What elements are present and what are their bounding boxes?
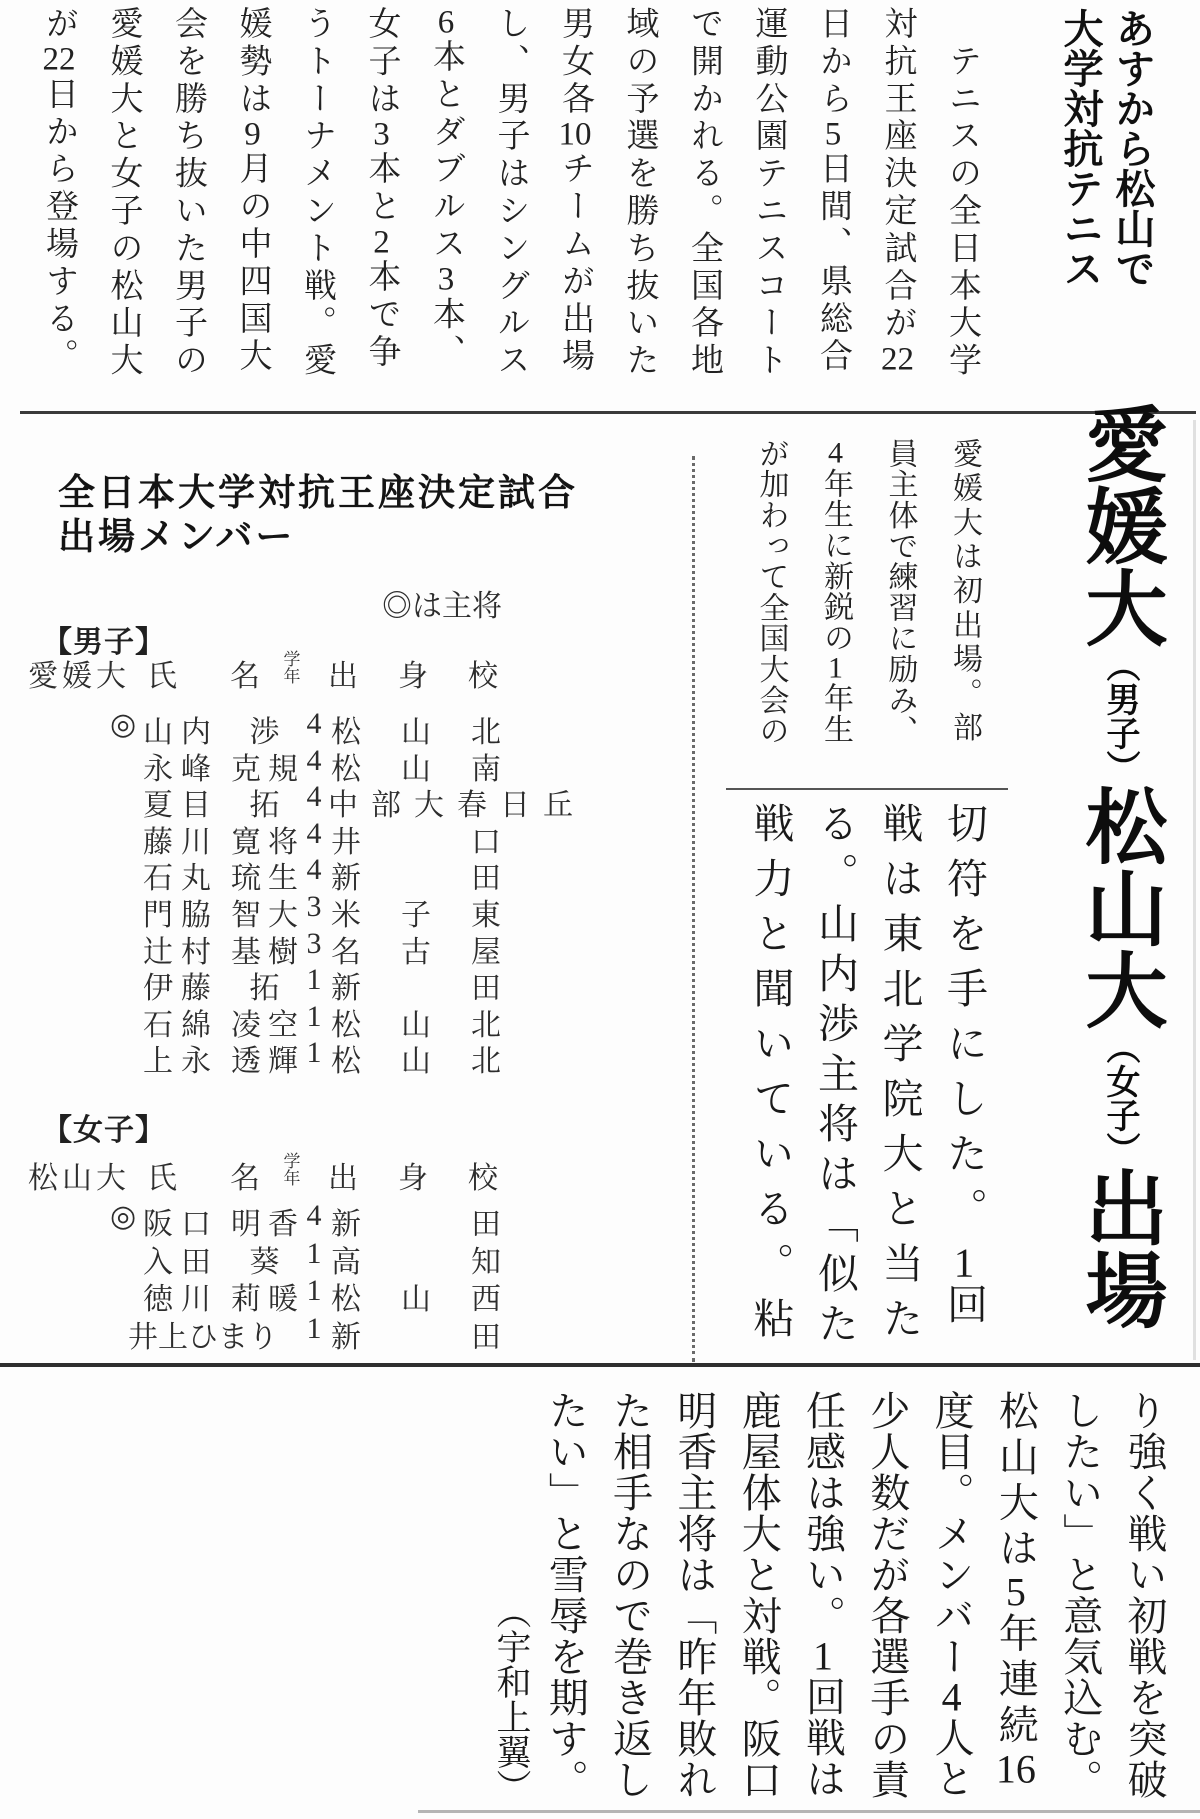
lead-column: し、男子はシングルス bbox=[492, 6, 529, 380]
school-char: 田 bbox=[471, 972, 501, 1006]
header-school-3: 校 bbox=[468, 1162, 498, 1195]
roster-row bbox=[22, 853, 694, 896]
school-char: 新 bbox=[331, 862, 361, 896]
roster-title bbox=[58, 471, 578, 559]
lead-column: テニスの全日本大学 bbox=[944, 6, 980, 380]
school-char: 山 bbox=[401, 1283, 431, 1316]
player-given-name: 基樹 bbox=[231, 935, 305, 969]
school-char: 米 bbox=[331, 899, 361, 932]
main-section-divider bbox=[0, 1363, 1200, 1367]
school-char: 屋 bbox=[471, 935, 501, 969]
school-char: 古 bbox=[401, 935, 431, 969]
school-char: 松 bbox=[331, 1283, 361, 1316]
player-surname: 入田 bbox=[143, 1245, 219, 1279]
player-given-name: 拓 bbox=[249, 789, 287, 823]
player-surname: 門脇 bbox=[143, 899, 219, 932]
header-team: 愛媛大 bbox=[28, 660, 130, 693]
roster-row bbox=[22, 926, 694, 969]
lead-column: が22日から登場する。 bbox=[41, 6, 77, 376]
roster-row bbox=[22, 963, 694, 1006]
lead-column: 対抗王座決定試合が22 bbox=[879, 6, 916, 376]
captain-mark: ◎ bbox=[110, 1200, 137, 1233]
player-grade: 3 bbox=[306, 926, 322, 960]
school-char: 山 bbox=[401, 1008, 431, 1042]
player-grade: 1 bbox=[306, 999, 322, 1033]
lead-column: 男女各10チームが出場 bbox=[557, 6, 593, 376]
roster-row bbox=[22, 999, 694, 1042]
roster-row bbox=[22, 780, 694, 823]
body-column: 戦力と聞いている。粘 bbox=[747, 802, 794, 1352]
player-grade: 3 bbox=[306, 890, 322, 923]
bottom-column: たい」と雪辱を期す。 bbox=[543, 1390, 589, 1800]
bottom-column: 任感は強い。1回戦は bbox=[800, 1390, 846, 1799]
lead-column: で開かれる。全国各地 bbox=[686, 6, 722, 380]
player-given-name: 拓 bbox=[249, 972, 287, 1006]
header-surname: 氏 bbox=[147, 1162, 177, 1195]
player-surname: 夏目 bbox=[143, 789, 219, 823]
lead-column: 運動公園テニスコート bbox=[750, 6, 787, 380]
reporter-signature: （宇和上翼） bbox=[492, 1594, 531, 1804]
main-headline bbox=[1014, 402, 1198, 1336]
kicker-line: あすから松山で bbox=[1110, 8, 1154, 288]
player-grade: 1 bbox=[306, 1236, 322, 1270]
header-given: 名 bbox=[230, 1162, 260, 1195]
roster-row bbox=[22, 1311, 694, 1354]
roster-title-line2: 出場メンバー bbox=[58, 516, 296, 557]
women-section-label: 【女子】 bbox=[42, 1114, 166, 1147]
player-given-name: 渉 bbox=[249, 716, 287, 749]
body-column: 愛媛大は初出場。部 bbox=[948, 438, 981, 746]
bottom-column: り強く戦い初戦を突破 bbox=[1122, 1390, 1167, 1800]
roster-row bbox=[22, 1236, 694, 1279]
school-char: 北 bbox=[471, 1045, 501, 1079]
bottom-column: 明香主将は「昨年敗れ bbox=[671, 1390, 717, 1800]
body-column: が加わって全国大会の bbox=[754, 438, 788, 746]
player-grade: 4 bbox=[306, 816, 322, 850]
bottom-column: 松山大は5年連続16 bbox=[993, 1390, 1039, 1790]
article-body-lower bbox=[738, 802, 996, 1362]
school-char: 南 bbox=[471, 752, 501, 786]
roster-row bbox=[22, 1274, 694, 1316]
captain-mark: ◎ bbox=[110, 708, 137, 741]
headline-men-label: （男子） bbox=[1101, 648, 1138, 784]
player-grade: 4 bbox=[306, 707, 322, 740]
header-school-2: 身 bbox=[398, 660, 428, 693]
body-column: 4年生に新鋭の1年生 bbox=[819, 438, 852, 745]
school-char: 高 bbox=[331, 1245, 361, 1279]
bottom-column: 少人数だが各選手の責 bbox=[864, 1390, 910, 1800]
player-grade: 1 bbox=[306, 1274, 322, 1307]
player-surname: 石綿 bbox=[143, 1008, 219, 1042]
player-grade: 1 bbox=[306, 963, 322, 997]
player-given-name: 莉暖 bbox=[231, 1283, 305, 1316]
headline-team-men: 愛媛大 bbox=[1074, 402, 1165, 648]
kicker-headline bbox=[1028, 8, 1158, 294]
player-grade: 4 bbox=[306, 853, 322, 887]
player-surname: 藤川 bbox=[143, 825, 219, 859]
header-school-1: 出 bbox=[328, 1162, 358, 1195]
lead-column: 6本とダブルス3本、 bbox=[428, 6, 464, 372]
school-char: 新 bbox=[331, 1320, 361, 1354]
player-surname: 阪口 bbox=[143, 1208, 219, 1241]
player-given-name: 寛将 bbox=[231, 825, 305, 859]
player-given-name: 葵 bbox=[249, 1245, 287, 1279]
headline-appearance: 出場 bbox=[1074, 1166, 1165, 1330]
body-column: 切符を手にした。1回 bbox=[941, 802, 987, 1338]
headline-women-label: （女子） bbox=[1101, 1030, 1138, 1166]
player-given-name: 克規 bbox=[231, 752, 305, 786]
bottom-column: 度目。メンバー4人と bbox=[929, 1390, 975, 1799]
lead-column: 会を勝ち抜いた男子の bbox=[170, 6, 206, 380]
player-surname: 伊藤 bbox=[143, 972, 219, 1006]
school-name: 中部大春日丘 bbox=[328, 789, 586, 823]
player-grade: 1 bbox=[306, 1311, 322, 1345]
player-surname: 石丸 bbox=[143, 862, 219, 896]
school-char: 松 bbox=[331, 752, 361, 786]
player-surname: 辻村 bbox=[143, 935, 219, 969]
body-column: る。山内渉主将は「似た bbox=[812, 802, 858, 1352]
player-given-name: 明香 bbox=[231, 1208, 305, 1241]
school-char: 北 bbox=[471, 716, 501, 749]
school-char: 東 bbox=[471, 899, 501, 932]
player-given-name: 凌空 bbox=[231, 1008, 305, 1042]
header-team: 松山大 bbox=[28, 1162, 130, 1195]
roster-row bbox=[22, 890, 694, 932]
player-grade: 4 bbox=[306, 743, 322, 777]
kicker-line: 大学対抗テニス bbox=[1058, 8, 1102, 288]
header-grade: 学 年 bbox=[283, 650, 301, 686]
headline-team-women: 松山大 bbox=[1074, 784, 1165, 1030]
school-char: 名 bbox=[331, 935, 361, 969]
bottom-column: したい」と意気込む。 bbox=[1057, 1390, 1103, 1800]
player-surname: 永峰 bbox=[143, 752, 219, 786]
player-given-name: 智大 bbox=[231, 899, 305, 932]
lead-column: 日から5日間、県総合 bbox=[815, 6, 851, 376]
school-char: 新 bbox=[331, 972, 361, 1006]
header-school-3: 校 bbox=[468, 660, 498, 693]
lead-column: 媛勢は9月の中四国大 bbox=[234, 6, 271, 376]
school-char: 松 bbox=[331, 1045, 361, 1079]
school-char: 松 bbox=[331, 716, 361, 749]
lead-paragraph bbox=[24, 6, 994, 390]
roster-row bbox=[22, 1036, 694, 1079]
roster-row bbox=[22, 816, 694, 859]
footer-divider bbox=[418, 1810, 1200, 1813]
player-given-name: 透輝 bbox=[231, 1045, 305, 1079]
school-char: 山 bbox=[401, 752, 431, 786]
header-grade: 学 年 bbox=[283, 1152, 301, 1188]
player-grade: 1 bbox=[306, 1036, 322, 1070]
body-column: 戦は東北学院大と当た bbox=[876, 802, 923, 1352]
player-surname: 徳川 bbox=[143, 1283, 219, 1316]
header-school-2: 身 bbox=[398, 1162, 428, 1195]
lead-column: 域の予選を勝ち抜いた bbox=[621, 6, 658, 380]
roster-row bbox=[22, 707, 694, 749]
header-surname: 氏 bbox=[147, 660, 177, 693]
player-surname: 井上ひまり bbox=[128, 1320, 278, 1354]
roster-row bbox=[22, 743, 694, 786]
lead-column: うトーナメント戦。愛 bbox=[299, 6, 335, 380]
player-surname: 山内 bbox=[143, 716, 219, 749]
article-body-upper bbox=[738, 438, 996, 756]
school-char: 田 bbox=[471, 1320, 501, 1354]
school-char: 松 bbox=[331, 1008, 361, 1042]
school-char: 北 bbox=[471, 1008, 501, 1042]
men-section-label: 【男子】 bbox=[42, 626, 166, 659]
header-school-1: 出 bbox=[328, 660, 358, 693]
player-surname: 上永 bbox=[143, 1045, 219, 1079]
roster-table bbox=[22, 455, 694, 1357]
school-char: 子 bbox=[401, 899, 431, 932]
player-grade: 4 bbox=[306, 780, 322, 814]
body-inner-divider bbox=[726, 788, 1008, 790]
roster-row bbox=[22, 1199, 694, 1241]
school-char: 知 bbox=[471, 1245, 501, 1279]
school-char: 山 bbox=[401, 1045, 431, 1079]
lead-column: 女子は3本と2本で争 bbox=[363, 6, 400, 372]
body-column: 員主体で練習に励み、 bbox=[883, 438, 917, 746]
article-bottom bbox=[532, 1390, 1176, 1810]
roster-title-line1: 全日本大学対抗王座決定試合 bbox=[58, 472, 578, 513]
roster-header-row bbox=[22, 1152, 694, 1195]
player-grade: 4 bbox=[306, 1199, 322, 1232]
school-char: 井 bbox=[331, 825, 361, 859]
lead-column: 愛媛大と女子の松山大 bbox=[105, 6, 142, 380]
player-given-name: 琉生 bbox=[231, 862, 305, 896]
bottom-column: 鹿屋体大と対戦。阪口 bbox=[736, 1390, 782, 1800]
roster-header-row bbox=[22, 650, 694, 693]
school-char: 田 bbox=[471, 1208, 501, 1241]
header-given: 名 bbox=[230, 660, 260, 693]
school-char: 山 bbox=[401, 716, 431, 749]
school-char: 田 bbox=[471, 862, 501, 896]
captain-legend: ◎は主将 bbox=[382, 590, 502, 623]
school-char: 西 bbox=[471, 1283, 501, 1316]
school-char: 口 bbox=[471, 825, 501, 859]
school-char: 新 bbox=[331, 1208, 361, 1241]
bottom-column: た相手なので巻き返し bbox=[607, 1390, 653, 1800]
